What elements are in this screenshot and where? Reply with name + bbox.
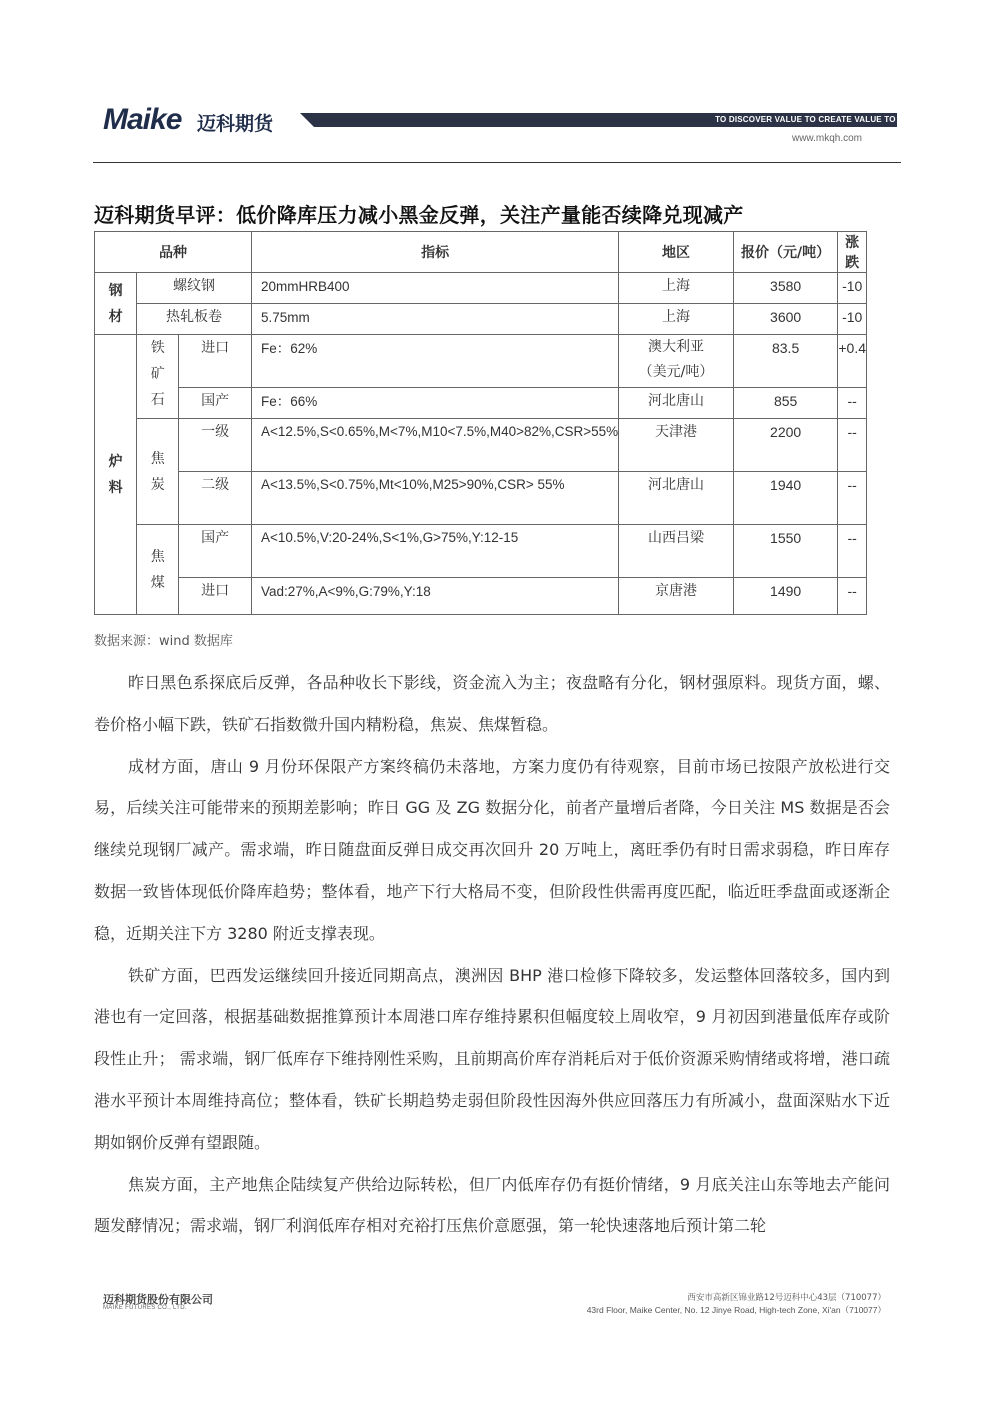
table-row — [95, 304, 867, 335]
logo-wordmark: Maike — [103, 103, 182, 136]
row-region: 京唐港 — [619, 578, 734, 615]
logo-chinese: 迈科期货 — [197, 113, 274, 135]
article-body — [94, 662, 890, 1247]
row-name: 进口 — [179, 578, 252, 615]
table-row — [95, 525, 867, 578]
row-change: -- — [838, 578, 867, 615]
row-name: 一级 — [179, 419, 252, 472]
paragraph-steel: 成材方面，唐山 9 月份环保限产方案终稿仍未落地，方案力度仍有待观察，目前市场已按限产放松进行交易，后续关注可能带来的预期差影响；昨日 GG 及 ZG 数据分化，前者产量增后者降，今日关注 MS 数据是否会继续兑现钢厂减产。需求端，昨日随盘面反弹日成交再次回升 20 万吨上，离旺季仍有时日需求弱稳，昨日库存数据一致皆体现低价降库趋势；整体看，地产下行大格局不变，但阶段性供需再度匹配，临近旺季盘面或逐渐企稳，近期关注下方 3280 附近支撑表现。 — [94, 756, 890, 943]
row-region: 山西吕梁 — [619, 525, 734, 578]
table-row — [95, 419, 867, 472]
price-table — [94, 231, 867, 615]
group-label-iron-ore: 铁矿石 — [137, 335, 179, 419]
row-name: 国产 — [179, 388, 252, 419]
header-divider — [93, 162, 901, 163]
row-name: 二级 — [179, 472, 252, 525]
row-spec: 5.75mm — [251, 304, 618, 335]
row-change: -10 — [838, 273, 867, 304]
group-label-furnace: 炉料 — [95, 335, 137, 615]
group-label-steel: 钢材 — [95, 273, 137, 335]
col-header-product: 品种 — [95, 232, 252, 273]
row-price: 855 — [733, 388, 837, 419]
row-change: -- — [838, 388, 867, 419]
row-spec: Vad:27%,A<9%,G:79%,Y:18 — [251, 578, 618, 615]
table-header-row — [95, 232, 867, 273]
footer-company-cn: 迈科期货股份有限公司 — [103, 1293, 213, 1306]
group-label-coke: 焦炭 — [137, 419, 179, 525]
row-name: 进口 — [179, 335, 252, 388]
row-spec: Fe：62% — [251, 335, 618, 388]
row-region: 上海 — [619, 273, 734, 304]
col-header-region: 地区 — [619, 232, 734, 273]
table-row — [95, 578, 867, 615]
row-region: 上海 — [619, 304, 734, 335]
row-price: 3580 — [733, 273, 837, 304]
paragraph-summary: 昨日黑色系探底后反弹，各品种收长下影线，资金流入为主；夜盘略有分化，钢材强原料。现货方面，螺、卷价格小幅下跌，铁矿石指数微升国内精粉稳，焦炭、焦煤暂稳。 — [94, 673, 890, 734]
row-spec: A<12.5%,S<0.65%,M<7%,M10<7.5%,M40>82%,CSR>55% — [251, 419, 618, 472]
row-price: 1940 — [733, 472, 837, 525]
row-change: -- — [838, 525, 867, 578]
row-price: 3600 — [733, 304, 837, 335]
col-header-spec: 指标 — [251, 232, 618, 273]
row-price: 83.5 — [733, 335, 837, 388]
table-row — [95, 273, 867, 304]
row-change: -- — [838, 472, 867, 525]
row-region: 澳大利亚 （美元/吨） — [619, 335, 734, 388]
table-row — [95, 472, 867, 525]
header-website: www.mkqh.com — [791, 133, 862, 144]
row-name: 热轧板卷 — [137, 304, 252, 335]
row-price: 1490 — [733, 578, 837, 615]
row-change: -10 — [838, 304, 867, 335]
row-spec: A<10.5%,V:20-24%,S<1%,G>75%,Y:12-15 — [251, 525, 618, 578]
row-name: 螺纹钢 — [137, 273, 252, 304]
data-source-note: 数据来源：wind 数据库 — [94, 634, 233, 649]
row-region: 河北唐山 — [619, 472, 734, 525]
row-price: 2200 — [733, 419, 837, 472]
paragraph-iron-ore: 铁矿方面，巴西发运继续回升接近同期高点，澳洲因 BHP 港口检修下降较多，发运整体回落较多，国内到港也有一定回落，根据基础数据推算预计本周港口库存维持累积但幅度较上周收窄，9 月初因到港量低库存或阶段性止升； 需求端，钢厂低库存下维持刚性采购，且前期高价库存消耗后对于低价资源采购情绪或将增，港口疏港水平预计本周维持高位；整体看，铁矿长期趋势走弱但阶段性因海外供应回落压力有所减小，盘面深贴水下近期如钢价反弹有望跟随。 — [94, 965, 890, 1152]
row-spec: A<13.5%,S<0.75%,Mt<10%,M25>90%,CSR> 55% — [251, 472, 618, 525]
footer-company-en: MAIKE FUTURES CO., LTD. — [103, 1305, 187, 1311]
table-row — [95, 335, 867, 388]
footer-address-en: 43rd Floor, Maike Center, No. 12 Jinye Road, High-tech Zone, Xi'an（710077） — [586, 1305, 886, 1315]
row-price: 1550 — [733, 525, 837, 578]
row-name: 国产 — [179, 525, 252, 578]
row-region: 河北唐山 — [619, 388, 734, 419]
header-slogan: TO DISCOVER VALUE TO CREATE VALUE TO SHARE VALUE — [715, 115, 957, 124]
footer-address-cn: 西安市高新区锦业路12号迈科中心43层（710077） — [687, 1293, 886, 1303]
paragraph-coke: 焦炭方面，主产地焦企陆续复产供给边际转松，但厂内低库存仍有挺价情绪，9 月底关注山东等地去产能问题发酵情况；需求端，钢厂利润低库存相对充裕打压焦价意愿强，第一轮快速落地后预计第二轮 — [94, 1174, 890, 1236]
row-change: +0.4 — [838, 335, 867, 388]
row-region: 天津港 — [619, 419, 734, 472]
row-change: -- — [838, 419, 867, 472]
group-label-coal: 焦煤 — [137, 525, 179, 615]
row-spec: 20mmHRB400 — [251, 273, 618, 304]
page-title: 迈科期货早评：低价降库压力减小黑金反弹，关注产量能否续降兑现减产 — [94, 203, 744, 227]
table-row — [95, 388, 867, 419]
col-header-change: 涨跌 — [838, 232, 867, 273]
col-header-price: 报价（元/吨） — [733, 232, 837, 273]
row-spec: Fe：66% — [251, 388, 618, 419]
